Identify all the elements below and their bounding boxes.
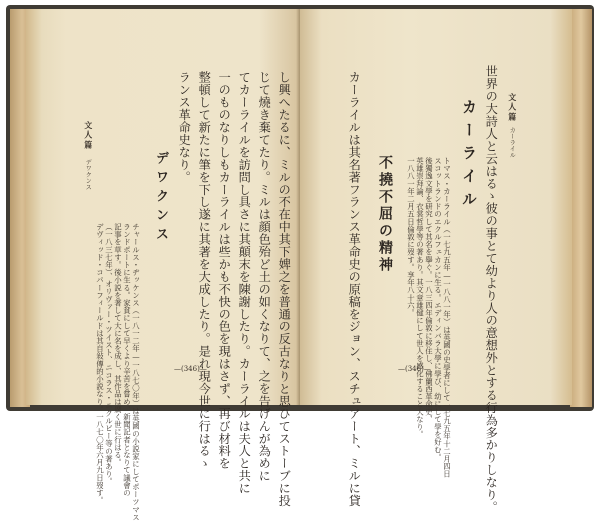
left-note-line: チャールス・ヂッケンス（一八一二年—一八七〇年）は英國の小説家にしてポーツマス — [131, 223, 141, 521]
left-heading: デワクンス — [153, 151, 168, 246]
right-body-line: カーライルは其名著フランス革命史の原稿をジョン、スチュアート、ミルに貸 — [347, 71, 362, 507]
right-note-line: 一八八一年二月五日倫敦に歿す。享年八十六。 — [406, 157, 416, 317]
right-body-line: 世界の大詩人と云はるゝ彼の事とて幼より人の意想外とする行為多かりしなり。 — [484, 65, 499, 514]
right-page-number: —(346)— — [398, 365, 431, 373]
right-note-line: 英雄崇拜論、衣裳哲學等の著あり。其文章雄健にして世人を感化すること大なり。 — [415, 157, 425, 439]
left-body-line: 整頓して新たに筆を下し遂に其著を大成したり。是れ現今世に行はるゝ — [197, 71, 212, 470]
left-body-line: てカーライルを訪問し具さに其顛末を陳謝したり。カーライルは夫人と共に — [237, 71, 252, 495]
left-note-line: 記事を草す。後小説を著して大に名を成し、其作品は廣く世に行はる。 — [113, 223, 123, 467]
left-note-line: ランドポートに生る。家貧にして早くより辛苦を嘗め、新聞記者となりて議會の — [122, 223, 132, 497]
right-note-line: トマス・カーライル（一七九五年—一八八一年）は英國の史學者にして一七九五年十二月四日 — [442, 157, 452, 478]
right-running-head-sub: カーライル — [508, 127, 516, 158]
left-note-line: デヴィッド・コパーフィールドは其自敍傳的小説なり。一八七〇年六月九日歿す。 — [95, 223, 105, 505]
left-running-head-sub: デワクンス — [84, 159, 92, 190]
right-running-head: 文人篇 — [507, 93, 517, 123]
left-body-line: ランス革命史なり。 — [177, 71, 192, 184]
right-note-line: スコットランドのエクルフェカンに生る。エディンバラ大學に學び、幼にして學を好む。 — [433, 157, 443, 461]
right-heading: カーライル — [460, 99, 478, 214]
left-body-line: 一のものなりしもカーライルは些かも不快の色を現はさず、再び材料を — [217, 71, 232, 470]
right-page-edges — [570, 9, 592, 407]
left-running-head: 文人篇 — [83, 121, 93, 151]
left-page — [26, 9, 300, 521]
left-page-number: —(346)— — [174, 365, 207, 373]
right-subheading: 不撓不屈の精神 — [377, 155, 393, 274]
right-page — [300, 9, 572, 514]
left-body-line: じて燒き棄てたり。ミルは顔色殆ど土の如くなりて、之を告げんが為めに — [257, 71, 272, 482]
left-note-line: （一八三七年）、オリヴァー・ツイスト、ニコラス・ニクルビー等の著あり。 — [104, 223, 114, 486]
left-body-line: し興へたるに、ミルの不在中其下婢之を普通の反古なりと思ひてストーブに投 — [277, 71, 292, 507]
right-note-line: 後獨逸文學を研究して其名を擧ぐ。一八三四年倫敦に移住し、佛蘭西革命史、 — [424, 157, 434, 423]
